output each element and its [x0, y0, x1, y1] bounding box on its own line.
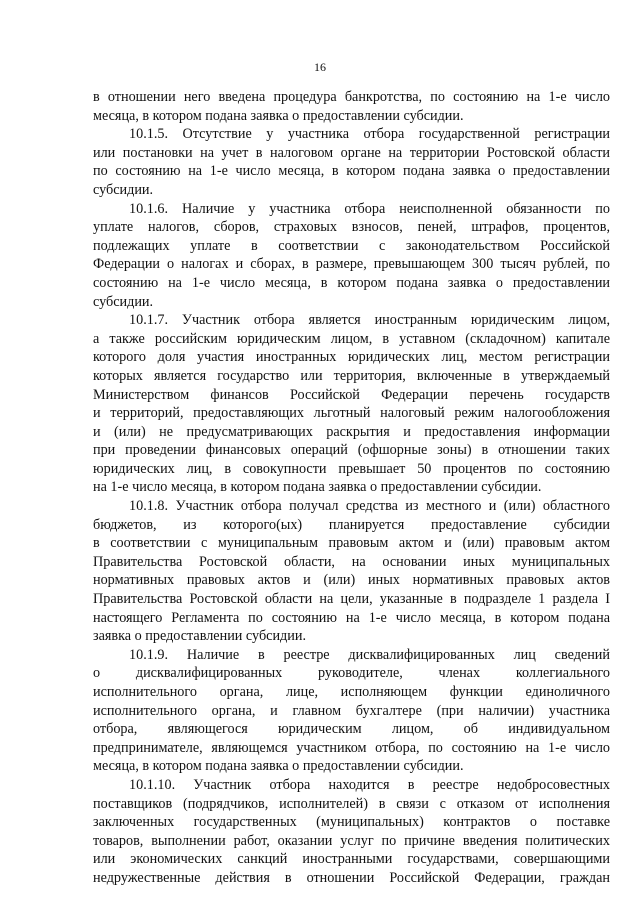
text-line: бюджетов, из которого(ых) планируется предоставление субсидии: [93, 516, 610, 533]
text-line: а также российским юридическим лицом, в уставном (складочном) капитале: [93, 330, 610, 347]
text-line: подлежащих уплате в соответствии с законодательством Российской: [93, 237, 610, 254]
text-line: отбора, являющегося юридическим лицом, об индивидуальном: [93, 721, 610, 738]
text-line: о дисквалифицированных руководителе, членах коллегиального: [93, 665, 610, 682]
text-line: 10.1.10. Участник отбора находится в реестре недобросовестных: [129, 776, 610, 793]
text-line: в соответствии с муниципальным правовым актом и (или) правовым актом: [93, 535, 610, 552]
text-line: 10.1.5. Отсутствие у участника отбора государственной регистрации: [129, 126, 610, 143]
text-line: месяца, в котором подана заявка о предоставлении субсидии.: [93, 107, 464, 124]
page-number: 16: [314, 60, 326, 74]
text-line: настоящего Регламента по состоянию на 1-е число месяца, в котором подана: [93, 609, 610, 626]
text-line: или экономических санкций иностранными государствами, совершающими: [93, 851, 610, 868]
text-line: состоянию на 1-е число месяца, в котором подана заявка о предоставлении: [93, 274, 610, 291]
text-line: 10.1.7. Участник отбора является иностранным юридическим лицом,: [129, 312, 610, 329]
text-line: исполнительного органа, лице, исполняющем функции единоличного: [93, 684, 610, 700]
text-line: поставщиков (подрядчиков, исполнителей) в связи с отказом от исполнения: [93, 795, 610, 812]
text-line: заявка о предоставлении субсидии.: [93, 628, 307, 645]
text-line: или постановки на учет в налоговом органе на территории Ростовской области: [93, 144, 610, 161]
text-line: и территорий, предоставляющих льготный налоговый режим налогообложения: [93, 405, 610, 422]
document-body: [93, 88, 610, 888]
text-line: 10.1.8. Участник отбора получал средства из местного и (или) областного: [129, 498, 610, 515]
text-line: 10.1.9. Наличие в реестре дисквалифицированных лиц сведений: [129, 646, 610, 663]
text-line: в отношении него введена процедура банкротства, по состоянию на 1-е число: [93, 89, 610, 105]
text-line: 10.1.6. Наличие у участника отбора неисполненной обязанности по: [129, 200, 610, 217]
text-line: при проведении финансовых операций (офшорные зоны) в отношении таких: [93, 442, 610, 459]
text-line: предпринимателе, являющемся участником отбора, по состоянию на 1-е число: [93, 739, 610, 756]
text-line: заключенных государственных (муниципальных) контрактов о поставке: [93, 814, 610, 831]
text-line: Правительства Ростовской области, на основании иных муниципальных: [93, 553, 610, 570]
text-line: Правительства Ростовской области на цели, указанные в подразделе 1 раздела I: [93, 591, 610, 608]
text-line: товаров, выполнении работ, оказании услуг по причине введения политических: [93, 832, 610, 849]
text-line: на 1-е число месяца, в котором подана заявка о предоставлении субсидии.: [93, 479, 542, 496]
text-line: нормативных правовых актов и (или) иных нормативных правовых актов: [93, 572, 610, 589]
text-line: которого доля участия иностранных юридических лиц, местом регистрации: [93, 349, 610, 366]
text-line: уплате налогов, сборов, страховых взносов, пеней, штрафов, процентов,: [93, 219, 610, 236]
text-line: и (или) не предусматривающих раскрытия и предоставления информации: [93, 423, 610, 440]
text-line: исполнительного органа, и главном бухгалтере (при наличии) участника: [93, 702, 610, 719]
text-line: субсидии.: [93, 181, 154, 198]
text-line: недружественные действия в отношении Российской Федерации, граждан: [93, 869, 610, 886]
text-line: по состоянию на 1-е число месяца, в котором подана заявка о предоставлении: [93, 163, 610, 180]
text-line: субсидии.: [93, 293, 154, 310]
text-line: Министерством финансов Российской Федерации перечень государств: [93, 386, 610, 403]
text-line: юридических лиц, в совокупности превышает 50 процентов по состоянию: [93, 460, 610, 477]
text-line: месяца, в котором подана заявка о предоставлении субсидии.: [93, 758, 464, 775]
text-line: Федерации о налогах и сборах, в размере, превышающем 300 тысяч рублей, по: [93, 256, 610, 273]
text-line: которых является государство или территория, включенные в утверждаемый: [93, 367, 610, 384]
